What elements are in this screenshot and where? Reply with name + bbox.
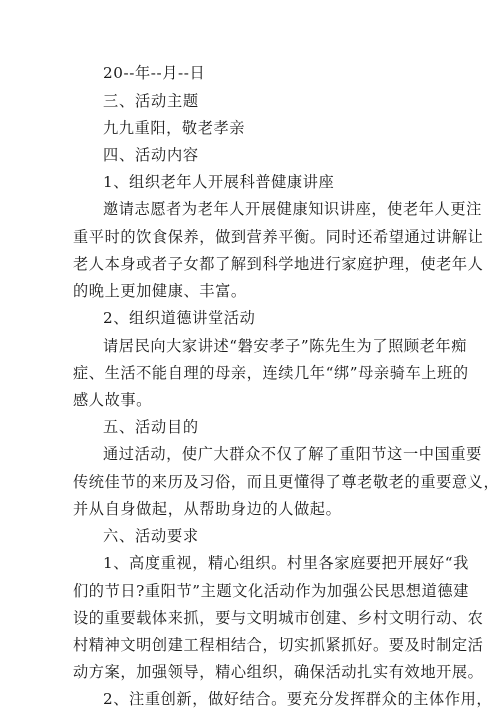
paragraph-line: 村精神文明创建工程相结合，切实抓紧抓好。要及时制定活 (73, 636, 484, 654)
paragraph-line: 的晚上更加健康、丰富。 (73, 282, 247, 300)
paragraph-line: 并从自身做起，从帮助身边的人做起。 (73, 500, 342, 518)
paragraph-line: 重平时的饮食保养，做到营养平衡。同时还希望通过讲解让 (73, 228, 484, 246)
paragraph-line: 1、高度重视，精心组织。村里各家庭要把开展好“我 (103, 554, 469, 572)
subheading-item-1: 1、组织老年人开展科普健康讲座 (103, 173, 335, 191)
section-heading-6: 六、活动要求 (103, 527, 199, 545)
paragraph-line: 们的节日?重阳节”主题文化活动作为加强公民思想道德建 (73, 582, 470, 600)
paragraph-line: 邀请志愿者为老年人开展健康知识讲座，使老年人更注 (103, 200, 482, 218)
paragraph-line: 感人故事。 (73, 391, 152, 409)
section-heading-3: 三、活动主题 (103, 92, 199, 110)
paragraph-line: 设的重要载体来抓，要与文明城市创建、乡村文明行动、农 (73, 609, 484, 627)
section-heading-4: 四、活动内容 (103, 146, 199, 164)
subheading-item-2: 2、组织道德讲堂活动 (103, 309, 256, 327)
paragraph-line: 动方案，加强领导，精心组织，确保活动扎实有效地开展。 (73, 663, 484, 681)
paragraph-line: 症、生活不能自理的母亲，连续几年“绑”母亲骑车上班的 (73, 364, 469, 382)
section-heading-5: 五、活动目的 (103, 418, 199, 436)
paragraph-line: 老人本身或者子女都了解到科学地进行家庭护理，使老年人 (73, 255, 484, 273)
paragraph-line: 2、注重创新，做好结合。要充分发挥群众的主体作用， (103, 690, 493, 708)
date-line: 20--年--月--日 (103, 64, 206, 82)
paragraph-line: 通过活动，使广大群众不仅了解了重阳节这一中国重要 (103, 445, 482, 463)
paragraph-line: 请居民向大家讲述“磐安孝子”陈先生为了照顾老年痴 (103, 337, 468, 355)
paragraph-line: 传统佳节的来历及习俗，而且更懂得了尊老敬老的重要意义， (73, 473, 500, 491)
theme-line: 九九重阳，敬老孝亲 (103, 119, 246, 137)
